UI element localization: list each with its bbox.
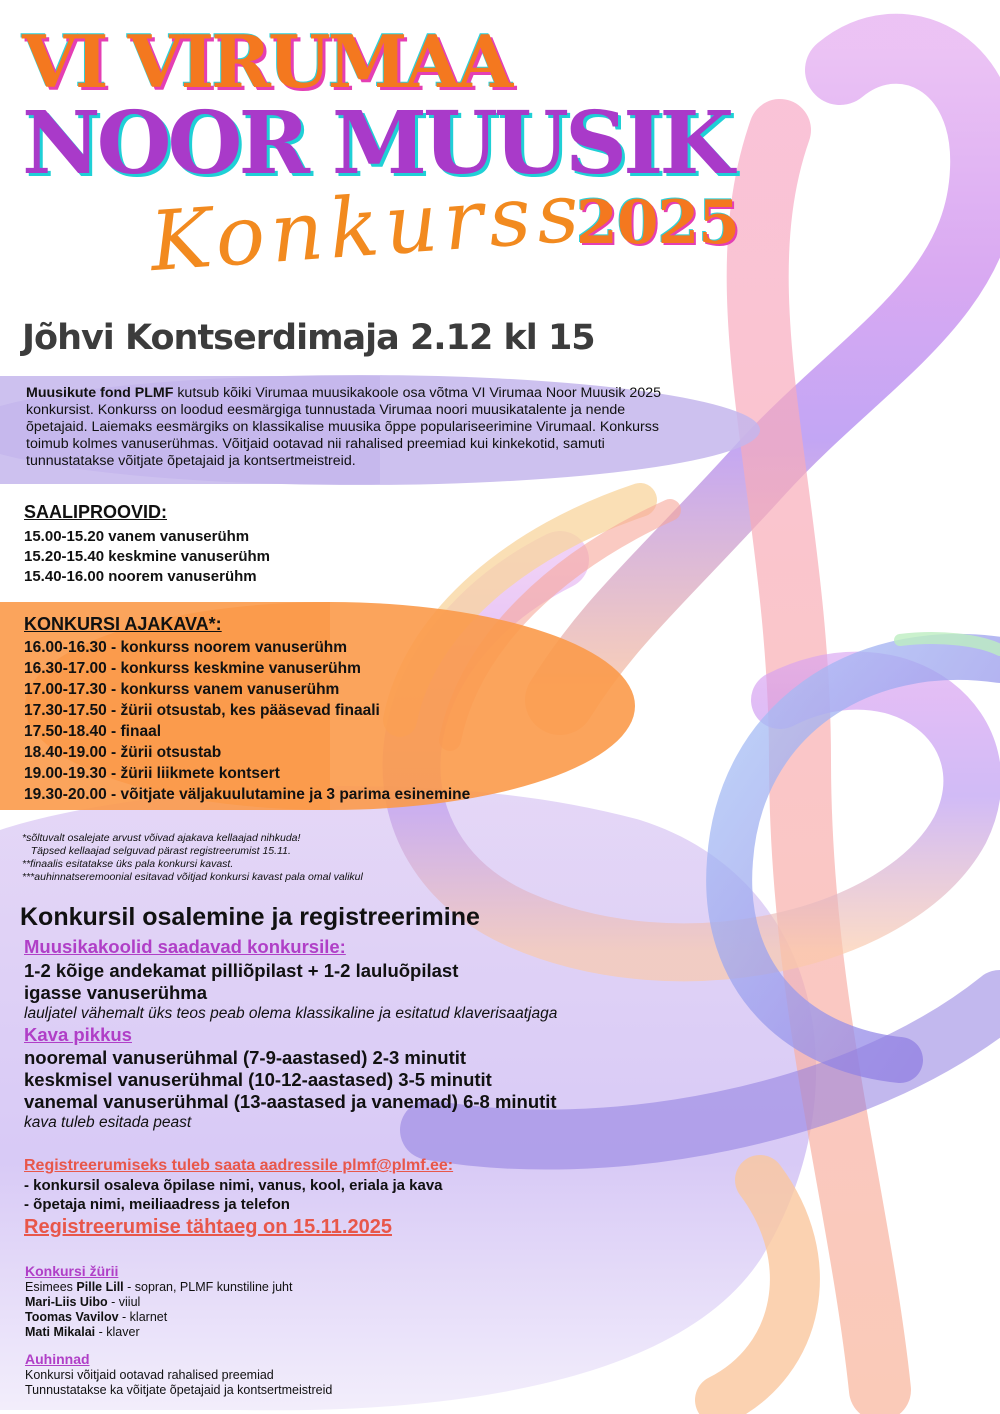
schedule-item: 17.00-17.30 - konkurss vanem vanuserühm [24, 681, 340, 698]
rehearsal-item: 15.40-16.00 noorem vanuserühm [24, 568, 257, 585]
schedule-item: 17.50-18.40 - finaal [24, 723, 161, 740]
jury-name: Pille Lill [76, 1280, 124, 1294]
footnote: Täpsed kellaajad selguvad pärast registreerumist 15.11. [22, 845, 291, 857]
email-item: - õpetaja nimi, meiliaadress ja telefon [24, 1196, 290, 1213]
rehearsals-title: SAALIPROOVID: [24, 502, 168, 522]
jury-name: Mari-Liis Uibo [25, 1295, 108, 1309]
schedule-item: 17.30-17.50 - žürii otsustab, kes pääsevad finaali [24, 702, 380, 719]
jury-role: - sopran, PLMF kunstiline juht [123, 1280, 293, 1294]
footnote: *sõltuvalt osalejate arvust võivad ajakava kellaajad nihkuda! [22, 832, 301, 844]
footnote: **finaalis esitatakse üks pala konkursi kavast. [22, 858, 234, 870]
length-item: keskmisel vanuserühmal (10-12-aastased) 3-5 minutit [24, 1069, 492, 1090]
jury-title: Konkursi žürii [25, 1263, 119, 1279]
footnote: ***auhinnatseremoonial esitavad võitjad konkursi kavast pala omal valikul [22, 871, 363, 883]
schedule-item: 19.30-20.00 - võitjate väljakuulutamine ja 3 parima esinemine [24, 786, 471, 803]
registration-section [24, 936, 557, 1133]
schedule-footnotes [22, 832, 363, 884]
length-heading: Kava pikkus [24, 1024, 132, 1045]
jury-member [25, 1325, 292, 1340]
jury-member [25, 1280, 292, 1295]
prize-line: Konkursi võitjaid ootavad rahalised preemiad [25, 1368, 274, 1382]
schools-heading: Muusikakoolid saadavad konkursile: [24, 936, 346, 957]
schools-line: 1-2 kõige andekamat pilliõpilast + 1-2 lauluõpilast [24, 960, 459, 981]
schedule-item: 16.30-17.00 - konkurss keskmine vanuserühm [24, 660, 361, 677]
jury-role: - viiul [107, 1295, 141, 1309]
venue-heading: Jõhvi Kontserdimaja 2.12 kl 15 [22, 318, 595, 358]
prizes-section [25, 1350, 332, 1398]
jury-name: Toomas Vavilov [25, 1310, 119, 1324]
email-requirements [24, 1176, 443, 1214]
length-item: vanemal vanuserühmal (13-aastased ja vanemad) 6-8 minutit [24, 1091, 557, 1112]
title-year: 2025 [576, 188, 739, 258]
email-heading[interactable]: Registreerumiseks tuleb saata aadressile plmf@plmf.ee: [24, 1157, 454, 1174]
title-line-2: NOOR MUUSIK [22, 93, 731, 194]
rehearsal-item: 15.00-15.20 vanem vanuserühm [24, 528, 250, 545]
rehearsals-section [24, 502, 270, 587]
length-note: kava tuleb esitada peast [24, 1114, 192, 1131]
registration-deadline: Registreerumise tähtaeg on 15.11.2025 [24, 1216, 392, 1238]
prizes-title: Auhinnad [25, 1351, 90, 1367]
schedule-item: 16.00-16.30 - konkurss noorem vanuserühm [24, 639, 348, 656]
email-item: - konkursil osaleva õpilase nimi, vanus, kool, eriala ja kava [24, 1177, 443, 1194]
jury-role: - klarnet [118, 1310, 168, 1324]
jury-member [25, 1295, 292, 1310]
prize-line: Tunnustatakse ka võitjate õpetajaid ja kontsertmeistreid [25, 1383, 333, 1397]
title-script: Konkurss [147, 164, 588, 291]
schools-line: igasse vanuserühma [24, 982, 208, 1003]
intro-paragraph [26, 385, 686, 470]
intro-text: kutsub kõiki Virumaa muusikakoole osa võtma VI Virumaa Noor Muusik 2025 konkursist. Konkurss on loodud eesmärgiga tunnustada Virumaa noori muusikatalente ja nende õpetajaid. Laiemaks eesmärgiks on klassikalise muusika õppe populariseerimine Virumaal. Konkurss toimub kolmes vanuserühmas. Võitjaid ootavad nii rahalised preemiad kui kinkekotid, samuti tunnustatakse võitjate õpetajaid ja kontsertmeistreid. [26, 385, 661, 469]
jury-member [25, 1310, 292, 1325]
intro-org: Muusikute fond PLMF [26, 385, 174, 401]
registration-title: Konkursil osalemine ja registreerimine [20, 903, 480, 931]
schedule-item: 18.40-19.00 - žürii otsustab [24, 744, 222, 761]
rehearsal-item: 15.20-15.40 keskmine vanuserühm [24, 548, 270, 565]
jury-name: Mati Mikalai [25, 1325, 96, 1339]
schedule-item: 19.00-19.30 - žürii liikmete kontsert [24, 765, 280, 782]
title-line-1: VI VIRUMAA [22, 19, 511, 104]
jury-prefix: Esimees [25, 1280, 77, 1294]
schedule-section [24, 614, 470, 805]
schedule-title: KONKURSI AJAKAVA*: [24, 614, 222, 634]
jury-section [25, 1262, 292, 1340]
schools-note: lauljatel vähemalt üks teos peab olema klassikaline ja esitatud klaverisaatjaga [24, 1005, 558, 1022]
jury-role: - klaver [95, 1325, 140, 1339]
length-item: nooremal vanuserühmal (7-9-aastased) 2-3 minutit [24, 1047, 467, 1068]
